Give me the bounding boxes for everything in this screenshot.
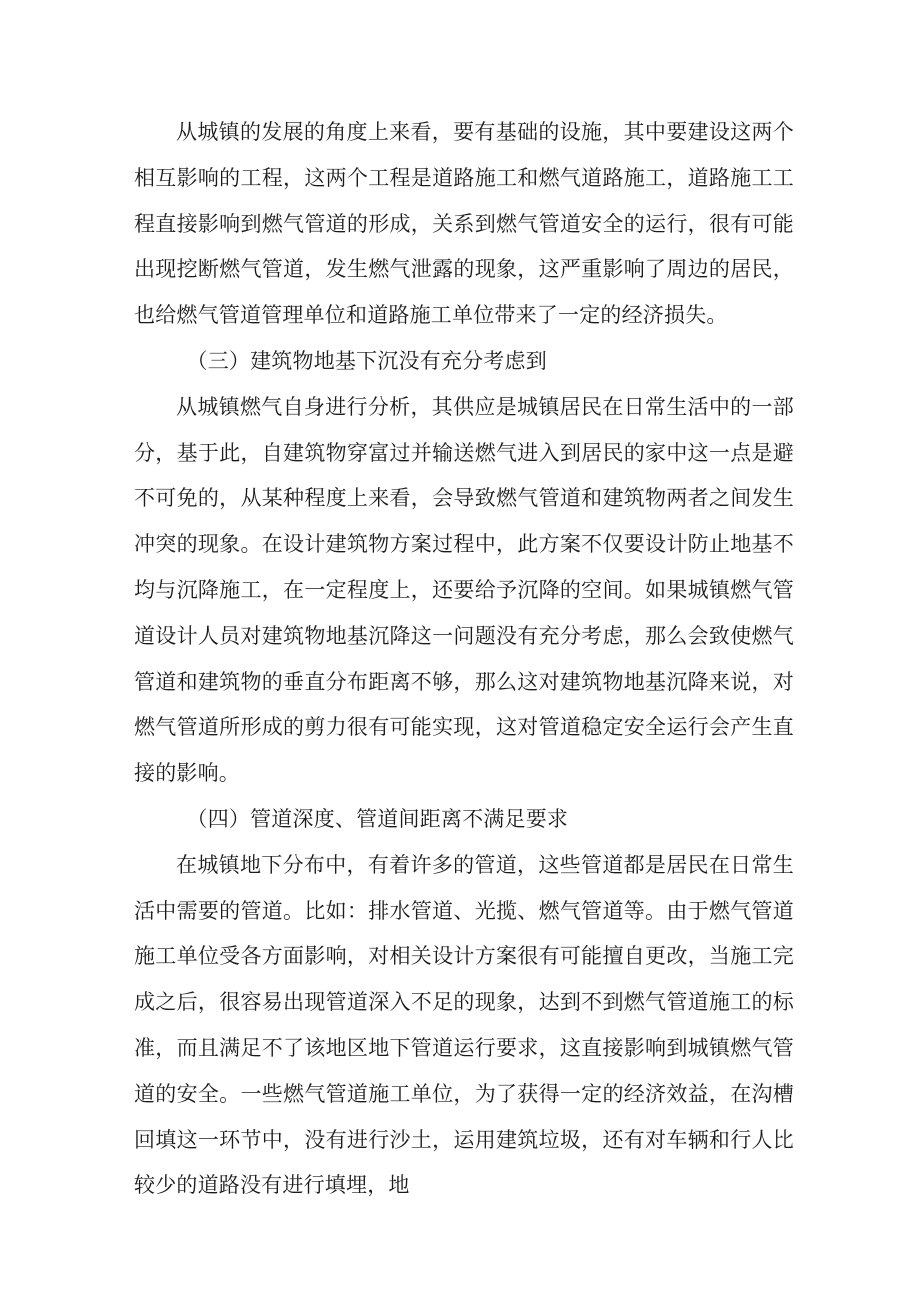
paragraph-foundation-settlement: 从城镇燃气自身进行分析，其供应是城镇居民在日常生活中的一部分，基于此，自建筑物穿富过并输送燃气进入到居民的家中这一点是避不可免的，从某种程度上来看，会导致燃气管道和建筑物两者之间发生冲突的现象。在设计建筑物方案过程中，此方案不仅要设计防止地基不均与沉降施工，在一定程度上，还要给予沉降的空间。如果城镇燃气管道设计人员对建筑物地基沉降这一问题没有充分考虑，那么会致使燃气管道和建筑物的垂直分布距离不够，那么这对建筑物地基沉降来说，对燃气管道所形成的剪力很有可能实现，这对管道稳定安全运行会产生直接的影响。 — [134, 394, 794, 786]
paragraph-road-construction: 从城镇的发展的角度上来看，要有基础的设施，其中要建设这两个相互影响的工程，这两个工程是道路施工和燃气道路施工，道路施工工程直接影响到燃气管道的形成，关系到燃气管道安全的运行，很有可能出现挖断燃气管道，发生燃气泄露的现象，这严重影响了周边的居民，也给燃气管道管理单位和道路施工单位带来了一定的经济损失。 — [134, 120, 794, 328]
document-body — [134, 110, 794, 1209]
section-heading-3: （三）建筑物地基下沉没有充分考虑到 — [186, 348, 547, 373]
paragraph-pipe-depth: 在城镇地下分布中，有着许多的管道，这些管道都是居民在日常生活中需要的管道。比如：排水管道、光揽、燃气管道等。由于燃气管道施工单位受各方面影响，对相关设计方案很有可能擅自更改，当施工完成之后，很容易出现管道深入不足的现象，达到不到燃气管道施工的标准，而且满足不了该地区地下管道运行要求，这直接影响到城镇燃气管道的安全。一些燃气管道施工单位，为了获得一定的经济效益，在沟槽回填这一环节中，没有进行沙土，运用建筑垃圾，还有对车辆和行人比较少的道路没有进行填埋，地 — [134, 852, 794, 1198]
section-heading-4: （四）管道深度、管道间距离不满足要求 — [186, 806, 569, 831]
